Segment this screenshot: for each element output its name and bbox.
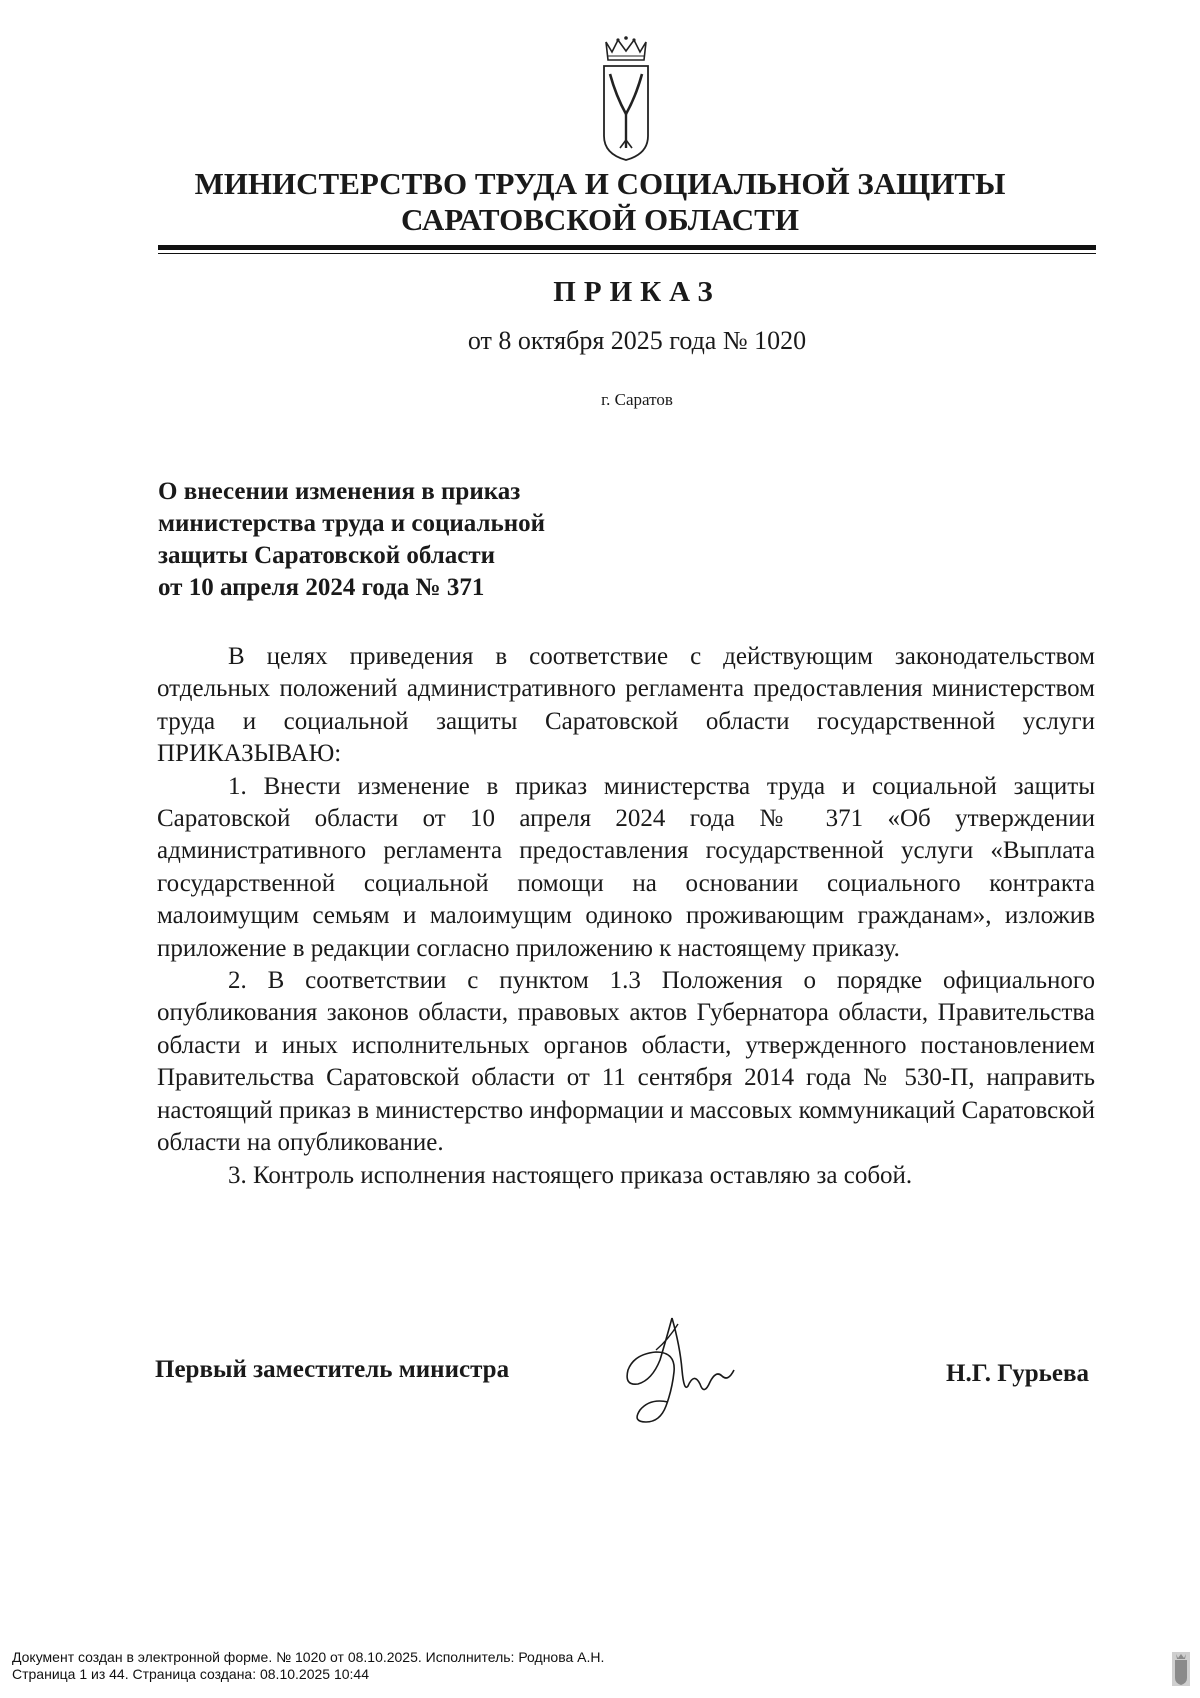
- document-type: ПРИКАЗ: [553, 276, 721, 308]
- subject-line: министерства труда и социальной: [158, 510, 546, 537]
- subject-line: защиты Саратовской области: [158, 542, 496, 569]
- signatory-name: Н.Г. Гурьева: [946, 1360, 1089, 1387]
- header-divider-thin: [158, 253, 1096, 254]
- emblem-small-icon: [1172, 1652, 1190, 1686]
- document-date-number: от 8 октября 2025 года № 1020: [467, 326, 807, 355]
- body-item-1: 1. Внести изменение в приказ министерства труда и социальной защиты Саратовской области от 10 апреля 2024 года № 371 «Об утверждении административного регламента предоставления государственной услуги «Выплата государственной социальной помощи на основании социального контракта малоимущим семьям и малоимущим одиноко проживающим гражданам», изложив приложение в редакции согласно приложению к настоящему приказу.: [157, 772, 1095, 962]
- handwritten-signature-icon: [616, 1310, 746, 1434]
- footer-line1: Документ создан в электронной форме. № 1020 от 08.10.2025. Исполнитель: Роднова А.Н.: [12, 1649, 605, 1665]
- header-divider-thick: [158, 245, 1096, 250]
- document-subject: [158, 476, 618, 604]
- subject-line: О внесении изменения в приказ: [158, 478, 521, 505]
- ministry-name-line1: МИНИСТЕРСТВО ТРУДА И СОЦИАЛЬНОЙ ЗАЩИТЫ: [194, 166, 1006, 201]
- document-city: г. Саратов: [601, 390, 673, 409]
- body-preamble: В целях приведения в соответствие с действующим законодательством отдельных положений административного регламента предоставления министерством труда и социальной защиты Саратовской области государственной услуги ПРИКАЗЫВАЮ:: [157, 643, 1095, 768]
- coat-of-arms-icon: [598, 36, 654, 162]
- signatory-title: Первый заместитель министра: [155, 1356, 510, 1383]
- document-body: [157, 641, 1095, 1192]
- electronic-document-footer: [12, 1649, 604, 1683]
- subject-line: от 10 апреля 2024 года № 371: [158, 574, 485, 601]
- body-item-3: 3. Контроль исполнения настоящего приказа оставляю за собой.: [228, 1161, 913, 1189]
- ministry-name-line2: САРАТОВСКОЙ ОБЛАСТИ: [401, 202, 799, 237]
- body-item-2: 2. В соответствии с пунктом 1.3 Положения о порядке официального опубликования законов области, правовых актов Губернатора области, Правительства области и иных исполнительных органов области, утвержденного постановлением Правительства Саратовской области от 11 сентября 2014 года № 530-П, направить настоящий приказ в министерство информации и массовых коммуникаций Саратовской области на опубликование.: [157, 967, 1095, 1157]
- ministry-name: [120, 166, 1080, 238]
- footer-line2: Страница 1 из 44. Страница создана: 08.10.2025 10:44: [12, 1666, 369, 1682]
